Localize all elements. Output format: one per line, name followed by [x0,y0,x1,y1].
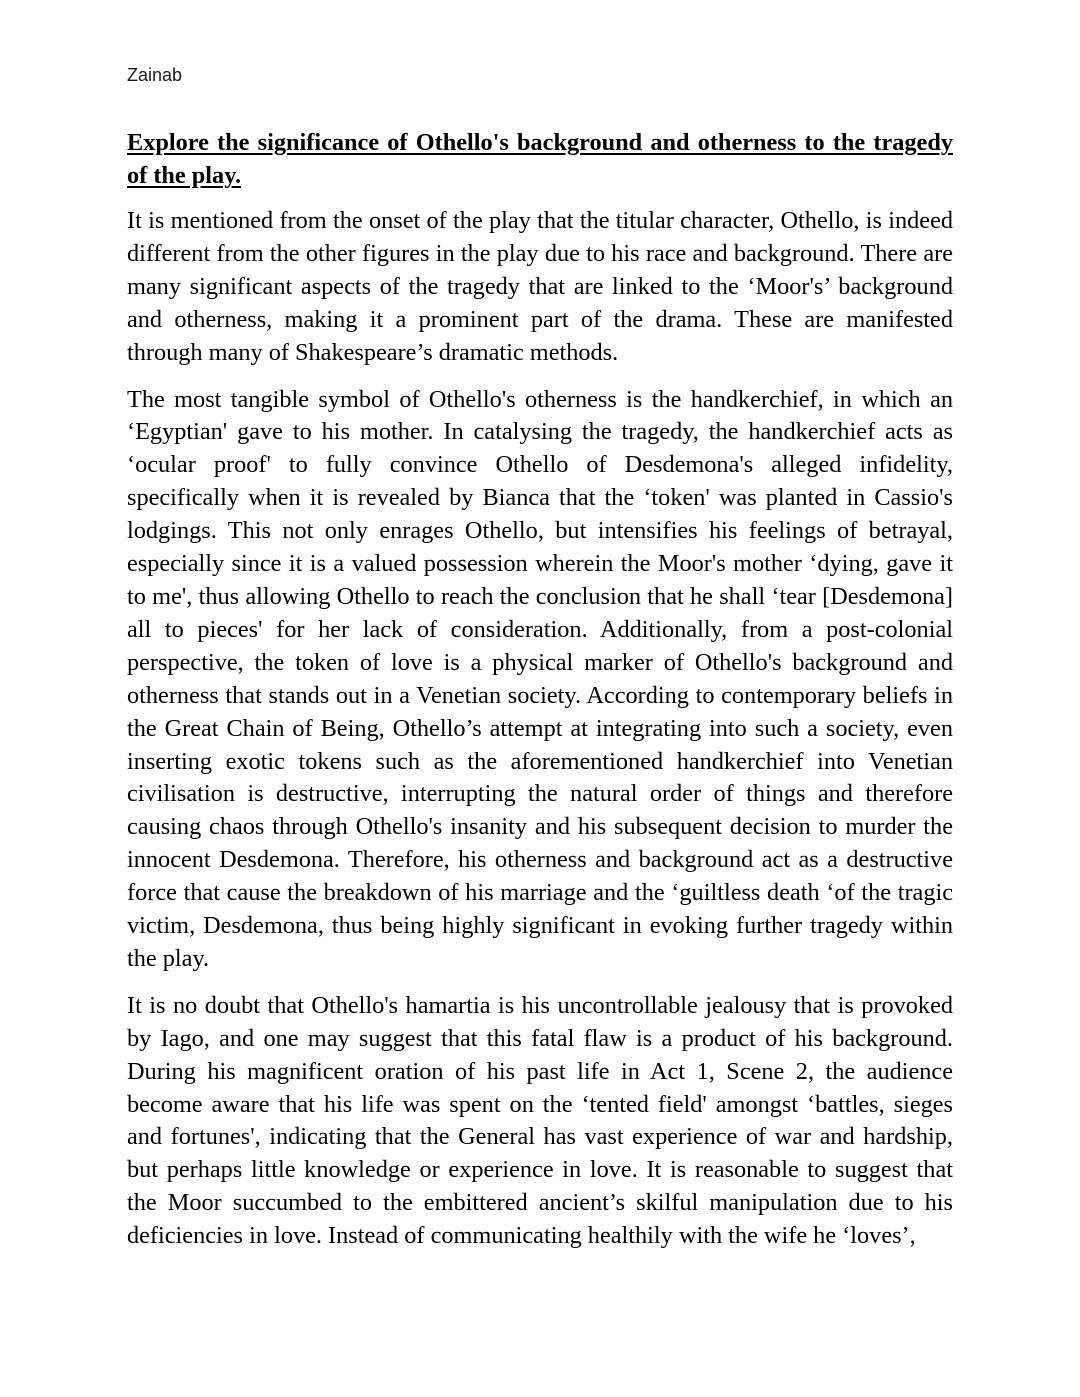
paragraph-2: The most tangible symbol of Othello's otherness is the handkerchief, in which an ‘Egyptian' gave to his mother. In catalysing the tragedy, the handkerchief acts as ‘ocular proof' to fully convince Othello of Desdemona's alleged infidelity, specifically when it is revealed by Bianca that the ‘token' was planted in Cassio's lodgings. This not only enrages Othello, but intensifies his feelings of betrayal, especially since it is a valued possession wherein the Moor's mother ‘dying, gave it to me', thus allowing Othello to reach the conclusion that he shall ‘tear [Desdemona] all to pieces' for her lack of consideration. Additionally, from a post-colonial perspective, the token of love is a physical marker of Othello's background and otherness that stands out in a Venetian society. According to contemporary beliefs in the Great Chain of Being, Othello’s attempt at integrating into such a society, even inserting exotic tokens such as the aforementioned handkerchief into Venetian civilisation is destructive, interrupting the natural order of things and therefore causing chaos through Othello's insanity and his subsequent decision to murder the innocent Desdemona. Therefore, his otherness and background act as a destructive force that cause the breakdown of his marriage and the ‘guiltless death ‘of the tragic victim, Desdemona, thus being highly significant in evoking further tragedy within the play. [127,385,953,972]
author-name: Zainab [127,65,183,85]
essay-title: Explore the significance of Othello's background and otherness to the tragedy of the play. [127,129,953,189]
essay-body [127,126,953,1267]
paragraph-1: It is mentioned from the onset of the play that the titular character, Othello, is indeed different from the other figures in the play due to his race and background. There are many significant aspects of the tragedy that are linked to the ‘Moor's’ background and otherness, making it a prominent part of the drama. These are manifested through many of Shakespeare’s dramatic methods. [127,207,953,366]
paragraph-3: It is no doubt that Othello's hamartia is his uncontrollable jealousy that is provoked by Iago, and one may suggest that this fatal flaw is a product of his background. During his magnificent oration of his past life in Act 1, Scene 2, the audience become aware that his life was spent on the ‘tented field' amongst ‘battles, sieges and fortunes', indicating that the General has vast experience of war and hardship, but perhaps little knowledge or experience in love. It is reasonable to suggest that the Moor succumbed to the embittered ancient’s skilful manipulation due to his deficiencies in love. Instead of communicating healthily with the wife he ‘loves’, [127,991,953,1250]
